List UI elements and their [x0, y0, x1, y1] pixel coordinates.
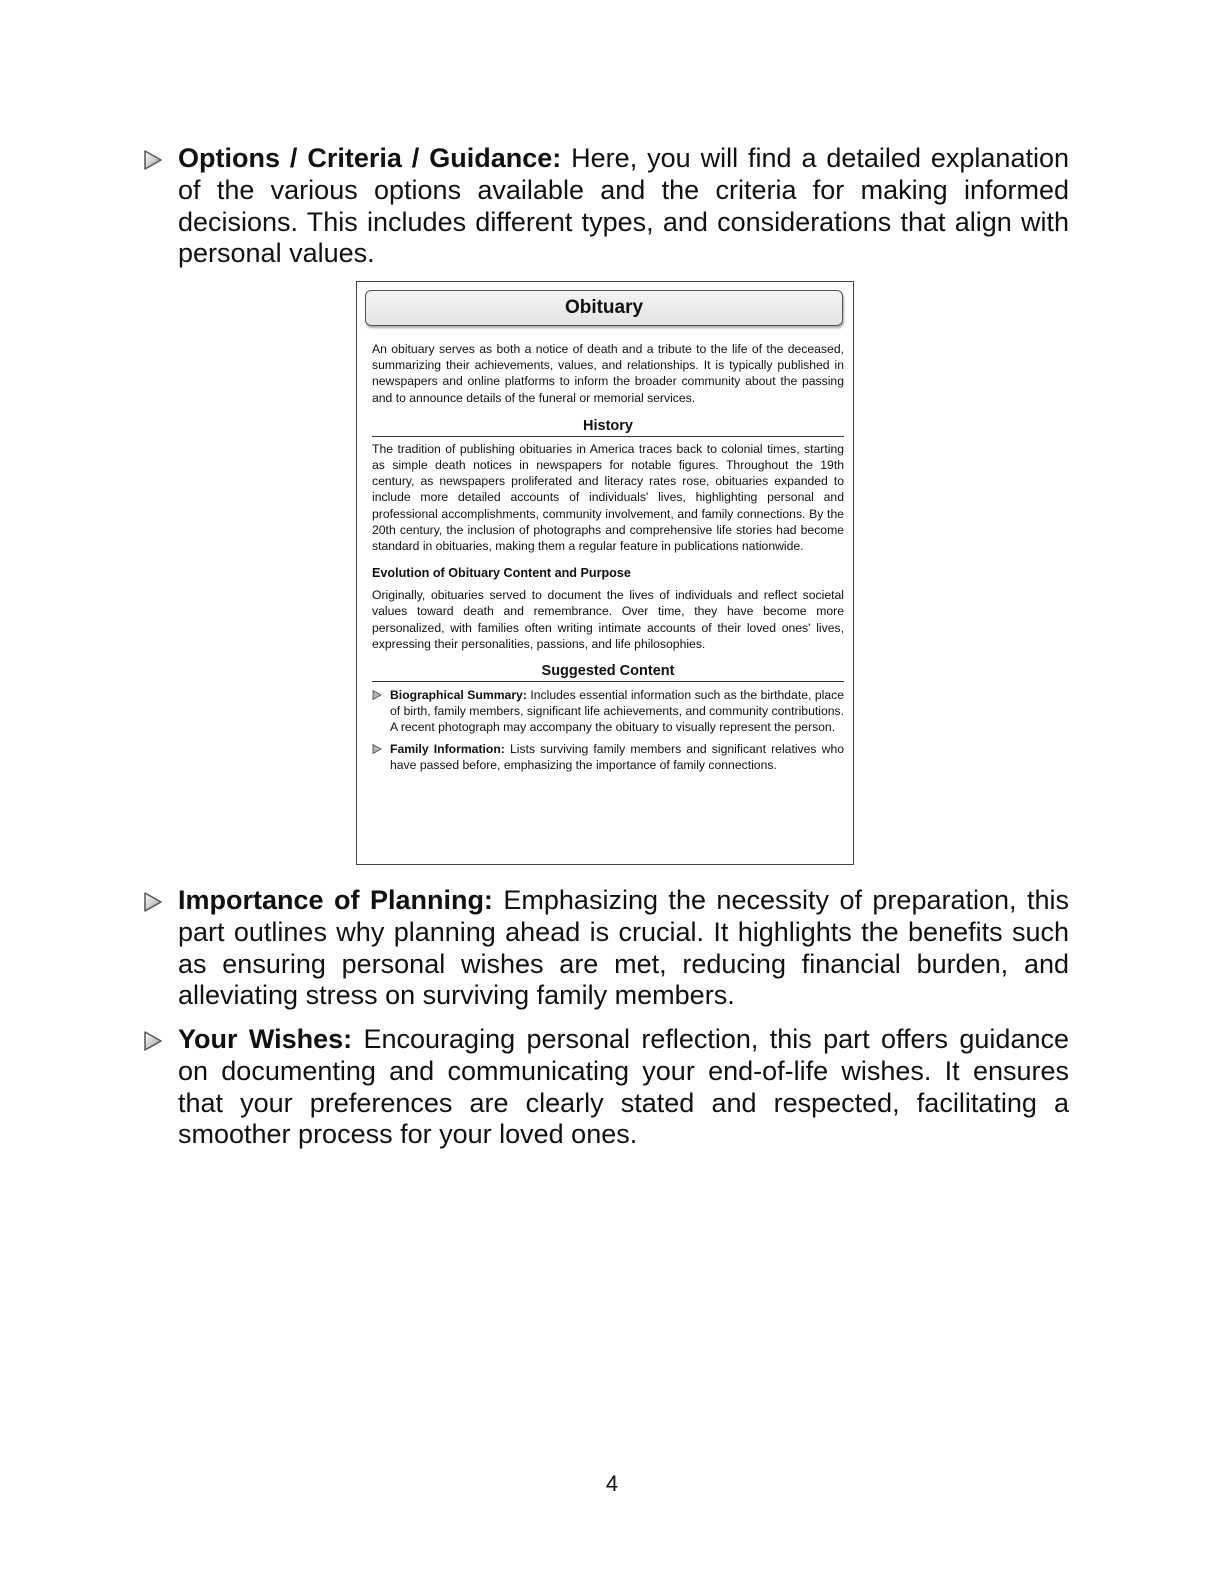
- bullet-options: [143, 143, 1069, 270]
- bullet-wishes-paragraph: [178, 1024, 1069, 1151]
- bullet-options-label: Options / Criteria / Guidance:: [178, 143, 562, 173]
- bullet-wishes-label: Your Wishes:: [178, 1024, 353, 1054]
- bullet-wishes-text: Encouraging personal reflection, this part offers guidance on documenting and communicating your end-of-life wishes. It ensures that your preferences are clearly stated and respected, facilitating a smoother process for your loved ones.: [178, 1024, 1069, 1150]
- bullet-importance-paragraph: [178, 885, 1069, 1012]
- figure-intro: An obituary serves as both a notice of death and a tribute to the life of the deceased, summarizing their achievements, values, and relationships. It is typically published in newspapers and online platforms to inform the broader community about the passing and to announce details of the funeral or memorial services.: [372, 342, 844, 405]
- evolution-text: Originally, obituaries served to document the lives of individuals and reflect societal values toward death and remembrance. Over time, they have become more personalized, with families often writing intimate accounts of their loved ones' lives, expressing their personalities, passions, and life philosophies.: [372, 588, 844, 651]
- obituary-figure: [356, 281, 854, 865]
- history-heading: History: [372, 417, 844, 437]
- bullet-importance-label: Importance of Planning:: [178, 885, 493, 915]
- figure-title: Obituary: [365, 290, 843, 326]
- bullet-wishes: [143, 1024, 1069, 1151]
- suggested-item-paragraph: [390, 741, 844, 773]
- triangle-bullet-icon: [372, 690, 382, 700]
- triangle-bullet-icon: [372, 744, 382, 754]
- page-number: 4: [605, 1471, 619, 1496]
- triangle-bullet-icon: [143, 892, 163, 912]
- bullet-options-text: Here, you will find a detailed explanation of the various options available and the criteria for making informed decisions. This includes different types, and considerations that align with personal values.: [178, 143, 1069, 269]
- triangle-bullet-icon: [143, 150, 163, 170]
- suggested-item-text: Includes essential information such as the birthdate, place of birth, family members, significant life achievements, and community contributions. A recent photograph may accompany the obituary to visually represent the person.: [390, 688, 844, 735]
- bullet-options-paragraph: [178, 143, 1069, 270]
- evolution-heading: Evolution of Obituary Content and Purpose: [372, 566, 631, 581]
- figure-body: [372, 341, 844, 773]
- suggested-item: [372, 741, 844, 773]
- triangle-bullet-icon: [143, 1031, 163, 1051]
- history-text: The tradition of publishing obituaries in America traces back to colonial times, starting as simple death notices in newspapers for notable figures. Throughout the 19th century, as newspapers proliferated and literacy rates rose, obituaries expanded to include more detailed accounts of individuals' lives, highlighting personal and professional accomplishments, community involvement, and family connections. By the 20th century, the inclusion of photographs and comprehensive life stories had become standard in obituaries, making them a regular feature in publications nationwide.: [372, 441, 844, 554]
- suggested-item: [372, 687, 844, 736]
- suggested-item-label: Family Information:: [390, 741, 505, 756]
- bullet-importance: [143, 885, 1069, 1012]
- suggested-heading: Suggested Content: [372, 662, 844, 682]
- suggested-item-label: Biographical Summary:: [390, 688, 527, 703]
- suggested-item-paragraph: [390, 687, 844, 736]
- suggested-item-text: Lists surviving family members and significant relatives who have passed before, emphasizing the importance of family connections.: [390, 741, 844, 772]
- bullet-importance-text: Emphasizing the necessity of preparation, this part outlines why planning ahead is crucial. It highlights the benefits such as ensuring personal wishes are met, reducing financial burden, and alleviating stress on surviving family members.: [178, 885, 1069, 1011]
